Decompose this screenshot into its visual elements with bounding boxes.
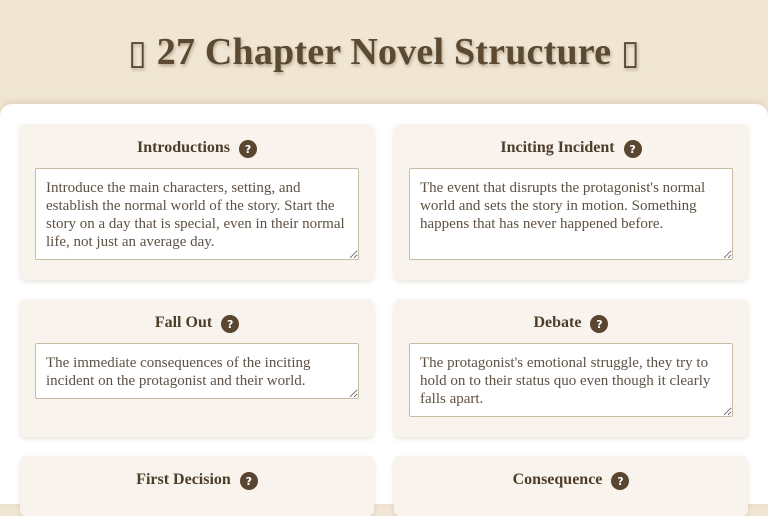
- card-title: Fall Out: [154, 314, 213, 331]
- card-title: Consequence: [512, 471, 603, 488]
- chapter-card-first-decision: [20, 456, 374, 516]
- page-title: [128, 30, 640, 74]
- help-icon[interactable]: ?: [590, 315, 608, 333]
- left-book-icon: ▯: [128, 33, 148, 73]
- card-header: [20, 138, 374, 158]
- chapter-card-inciting-incident: [394, 124, 748, 280]
- card-header: [20, 313, 374, 333]
- card-header: [394, 138, 748, 158]
- chapter-card-consequence: [394, 456, 748, 516]
- card-title: First Decision: [136, 471, 231, 488]
- help-icon[interactable]: ?: [221, 315, 239, 333]
- chapter-notes-debate[interactable]: [409, 343, 733, 417]
- chapter-notes-fall-out[interactable]: [35, 343, 359, 399]
- card-title: Inciting Incident: [500, 139, 615, 156]
- chapter-grid: [0, 104, 768, 504]
- page-title-text: 27 Chapter Novel Structure: [156, 31, 612, 73]
- card-header: [394, 470, 748, 490]
- help-icon[interactable]: ?: [240, 472, 258, 490]
- help-icon[interactable]: ?: [239, 140, 257, 158]
- card-title: Debate: [533, 314, 582, 331]
- help-icon[interactable]: ?: [611, 472, 629, 490]
- right-book-icon: ▯: [620, 33, 640, 73]
- page-header: [0, 0, 768, 104]
- help-icon[interactable]: ?: [624, 140, 642, 158]
- chapter-card-fall-out: [20, 299, 374, 437]
- card-header: [20, 470, 374, 490]
- chapter-card-debate: [394, 299, 748, 437]
- chapter-card-introductions: [20, 124, 374, 280]
- card-title: Introductions: [136, 139, 231, 156]
- chapter-notes-introductions[interactable]: [35, 168, 359, 260]
- chapter-notes-inciting-incident[interactable]: [409, 168, 733, 260]
- card-header: [394, 313, 748, 333]
